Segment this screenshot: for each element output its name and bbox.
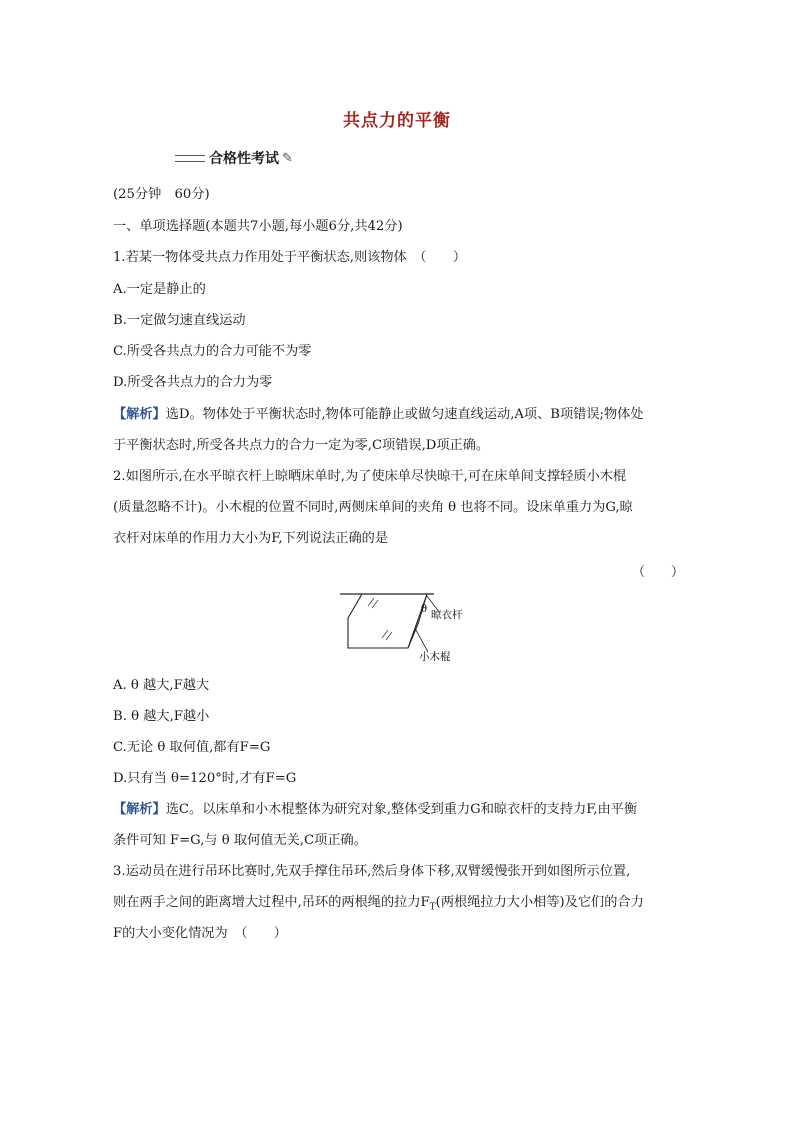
q3-stem-line-2 (113, 894, 644, 917)
small-stick-label: 小木棍 (419, 651, 451, 663)
q3-stem-line-3: F的大小变化情况为 （ ） (113, 926, 287, 941)
q3-subscript-t: T (429, 902, 436, 913)
q1-option-c: C.所受各共点力的合力可能不为零 (113, 344, 312, 359)
hatch-mark (368, 598, 374, 606)
double-rule-decoration (175, 155, 205, 162)
q3-stem-line-1: 3.运动员在进行吊环比赛时,先双手撑住吊环,然后身体下移,双臂缓慢张开到如图所示位置, (113, 864, 631, 879)
q2-figure-drying-rack (338, 590, 478, 668)
q2-stem-line-3: 衣杆对床单的作用力大小为F,下列说法正确的是 (113, 531, 389, 546)
q1-analysis-line-2: 于平衡状态时,所受各共点力的合力一定为零,C项错误,D项正确。 (113, 438, 490, 453)
q1-option-a: A.一定是静止的 (113, 282, 206, 297)
hatch-mark (372, 600, 378, 608)
q1-option-d: D.所受各共点力的合力为零 (113, 375, 273, 390)
q3-stem-line-2-pre: 则在两手之间的距离增大过程中,吊环的两根绳的拉力F (113, 895, 430, 910)
q2-analysis-line-2: 条件可知 F=G,与 θ 取何值无关,C项正确。 (113, 833, 367, 848)
page-title: 共点力的平衡 (343, 111, 451, 131)
hatch-mark (382, 630, 388, 638)
drying-rod-label: 晾衣杆 (431, 609, 463, 621)
q2-answer-blank: （ ） (632, 565, 685, 580)
q3-stem-line-2-post: (两根绳拉力大小相等)及它们的合力 (435, 895, 644, 910)
hatch-mark (386, 632, 392, 640)
pencil-icon: ✎ (282, 150, 293, 166)
theta-label: θ (421, 604, 428, 615)
q1-analysis-text-1: 选D。物体处于平衡状态时,物体可能静止或做匀速直线运动,A项、B项错误;物体处 (165, 407, 644, 422)
leader-line-stick (416, 630, 428, 652)
q2-option-c: C.无论 θ 取何值,都有F=G (113, 740, 271, 755)
q2-stem-line-2: (质量忽略不计)。小木棍的位置不同时,两侧床单间的夹角 θ 也将不同。设床单重力为G,晾 (113, 500, 633, 515)
q2-analysis-line-1 (113, 801, 637, 819)
analysis-tag: 【解析】 (113, 407, 166, 422)
section-header (175, 148, 293, 168)
section-one-heading: 一、单项选择题(本题共7小题,每小题6分,共42分) (113, 219, 403, 234)
bedsheet-outline (348, 594, 427, 648)
q2-analysis-text-1: 选C。以床单和小木棍整体为研究对象,整体受到重力G和晾衣杆的支持力F,由平衡 (165, 802, 638, 817)
q1-stem: 1.若某一物体受共点力作用处于平衡状态,则该物体 （ ） (113, 250, 467, 265)
analysis-tag: 【解析】 (113, 802, 166, 817)
q2-option-b: B. θ 越大,F越小 (113, 709, 210, 724)
q1-analysis-line-1 (113, 406, 644, 424)
section-label: 合格性考试 (209, 151, 279, 167)
q1-option-b: B.一定做匀速直线运动 (113, 313, 246, 328)
q2-option-d: D.只有当 θ=120°时,才有F=G (113, 771, 297, 786)
q2-stem-line-1: 2.如图所示,在水平晾衣杆上晾晒床单时,为了使床单尽快晾干,可在床单间支撑轻质小木棍 (113, 469, 627, 484)
q2-option-a: A. θ 越大,F越大 (113, 678, 210, 693)
time-score: (25分钟 60分) (113, 187, 210, 202)
